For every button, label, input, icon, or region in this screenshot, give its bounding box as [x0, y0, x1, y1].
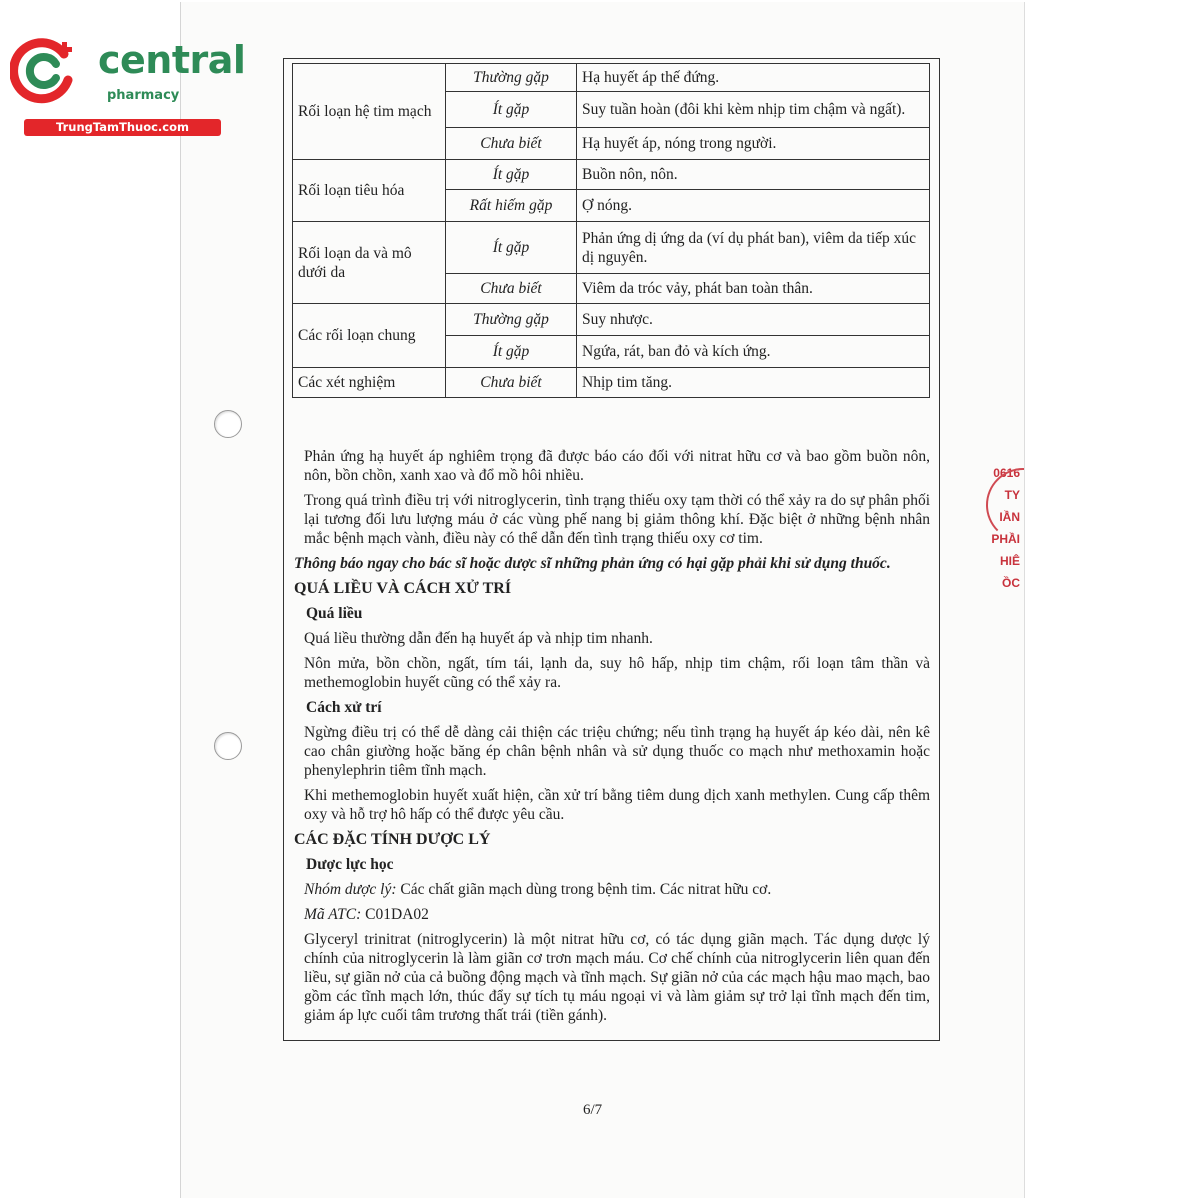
group-text: Các chất giãn mạch dùng trong bệnh tim. Các nitrat hữu cơ.	[396, 881, 772, 898]
organ-system-cell: Các xét nghiệm	[293, 368, 446, 398]
brand-subtitle: pharmacy	[107, 88, 180, 103]
frequency-cell: Ít gặp	[446, 92, 577, 128]
logo-mark-icon	[10, 36, 78, 104]
atc-label: Mã ATC:	[304, 906, 362, 923]
stamp-line: IẦN	[999, 510, 1020, 524]
page-number: 6/7	[583, 1102, 603, 1118]
effect-cell: Hạ huyết áp, nóng trong người.	[577, 128, 930, 160]
atc-text: C01DA02	[361, 906, 429, 923]
effect-cell: Buồn nôn, nôn.	[577, 160, 930, 190]
paragraph-hypoxia: Trong quá trình điều trị với nitroglycerin, tình trạng thiếu oxy tạm thời có thể xảy ra do sự phân phối lại tương đối lưu lượng máu ở các vùng phế nang bị giảm thông khí. Đặc biệt ở những bệnh nhân mắc bệnh mạch vành, điều này có thể dẫn đến tình trạng thiếu oxy cơ tim.	[304, 492, 930, 547]
subheading-qua-lieu: Quá liều	[306, 605, 363, 622]
frequency-cell: Ít gặp	[446, 160, 577, 190]
effect-cell: Ngứa, rát, ban đỏ và kích ứng.	[577, 336, 930, 368]
warning-note: Thông báo ngay cho bác sĩ hoặc dược sĩ những phản ứng có hại gặp phải khi sử dụng thuốc.	[294, 555, 891, 572]
brand-url: TrungTamThuoc.com	[24, 119, 221, 136]
frequency-cell: Thường gặp	[446, 304, 577, 336]
frequency-cell: Chưa biết	[446, 368, 577, 398]
table-row	[293, 304, 930, 336]
stamp-line: TY	[1004, 488, 1020, 502]
punch-hole-top	[214, 410, 242, 438]
paragraph-overdose-1: Quá liều thường dẫn đến hạ huyết áp và nhịp tim nhanh.	[304, 630, 653, 647]
paragraph-treatment-2: Khi methemoglobin huyết xuất hiện, cần xử trí bằng tiêm dung dịch xanh methylen. Cung cấp thêm oxy và hỗ trợ hô hấp có thể được yêu cầu.	[304, 787, 930, 823]
paragraph-mechanism: Glyceryl trinitrat (nitroglycerin) là một nitrat hữu cơ, có tác dụng giãn mạch. Tác dụng dược lý chính của nitroglycerin là làm giãn cơ trơn mạch máu. Cơ chế chính của nitroglycerin liên quan đến liều, sự giãn nở của cả buồng động mạch và tĩnh mạch. Sự giãn nở của các mạch hậu mao mạch, bao gồm các tĩnh mạch lớn, thúc đẩy sự tích tụ máu ngoại vi và làm giảm sự trở lại tĩnh mạch đến tim, giảm áp lực cuối tâm trương thất trái (tiền gánh).	[304, 931, 930, 1024]
stamp-line: HIÊ	[999, 554, 1020, 568]
subheading-duoc-luc-hoc: Dược lực học	[306, 856, 394, 873]
effect-cell: Suy nhược.	[577, 304, 930, 336]
paragraph-overdose-2: Nôn mửa, bồn chồn, ngất, tím tái, lạnh da, suy hô hấp, nhịp tim chậm, rối loạn tâm thần và methemoglobin huyết cũng có thể xảy ra.	[304, 655, 930, 691]
red-stamp	[984, 462, 1024, 638]
effect-cell: Ợ nóng.	[577, 190, 930, 222]
stamp-line: 0616	[993, 466, 1020, 480]
brand-name: central	[98, 38, 246, 82]
paragraph-treatment-1: Ngừng điều trị có thể dễ dàng cải thiện các triệu chứng; nếu tình trạng hạ huyết áp kéo dài, nên kê cao chân giường hoặc băng ép chân bệnh nhân và sử dụng thuốc co mạch như methoxamin hoặc phenylephrin tiêm tĩnh mạch.	[304, 724, 930, 779]
stamp-line: ỒC	[1002, 576, 1020, 590]
effect-cell: Nhịp tim tăng.	[577, 368, 930, 398]
document-body	[294, 447, 930, 1031]
table-row	[293, 222, 930, 274]
frequency-cell: Thường gặp	[446, 64, 577, 92]
frequency-cell: Chưa biết	[446, 274, 577, 304]
effect-cell: Suy tuần hoàn (đôi khi kèm nhịp tim chậm và ngất).	[577, 92, 930, 128]
effect-cell: Viêm da tróc vảy, phát ban toàn thân.	[577, 274, 930, 304]
subheading-cach-xu-tri: Cách xử trí	[306, 699, 382, 716]
table-row	[293, 64, 930, 92]
central-pharmacy-logo	[10, 36, 246, 136]
atc-code	[294, 905, 930, 924]
adverse-effects-table	[292, 63, 930, 398]
heading-overdose: QUÁ LIỀU VÀ CÁCH XỬ TRÍ	[294, 580, 512, 597]
group-label: Nhóm dược lý:	[304, 881, 397, 898]
frequency-cell: Ít gặp	[446, 336, 577, 368]
paragraph-hypotension: Phản ứng hạ huyết áp nghiêm trọng đã được báo cáo đối với nitrat hữu cơ và bao gồm buồn nôn, nôn, bồn chồn, xanh xao và đổ mồ hôi nhiều.	[304, 448, 930, 484]
heading-pharmacology: CÁC ĐẶC TÍNH DƯỢC LÝ	[294, 831, 491, 848]
punch-hole-bottom	[214, 732, 242, 760]
frequency-cell: Rất hiếm gặp	[446, 190, 577, 222]
effect-cell: Phản ứng dị ứng da (ví dụ phát ban), viêm da tiếp xúc dị nguyên.	[577, 222, 930, 274]
stamp-line: PHẦI	[991, 532, 1020, 546]
organ-system-cell: Rối loạn tiêu hóa	[293, 160, 446, 222]
effect-cell: Hạ huyết áp thế đứng.	[577, 64, 930, 92]
organ-system-cell: Rối loạn hệ tim mạch	[293, 64, 446, 160]
pharmacologic-group	[294, 880, 930, 899]
table-row	[293, 368, 930, 398]
document-frame	[283, 58, 940, 1041]
frequency-cell: Chưa biết	[446, 128, 577, 160]
table-row	[293, 160, 930, 190]
organ-system-cell: Rối loạn da và mô dưới da	[293, 222, 446, 304]
frequency-cell: Ít gặp	[446, 222, 577, 274]
organ-system-cell: Các rối loạn chung	[293, 304, 446, 368]
